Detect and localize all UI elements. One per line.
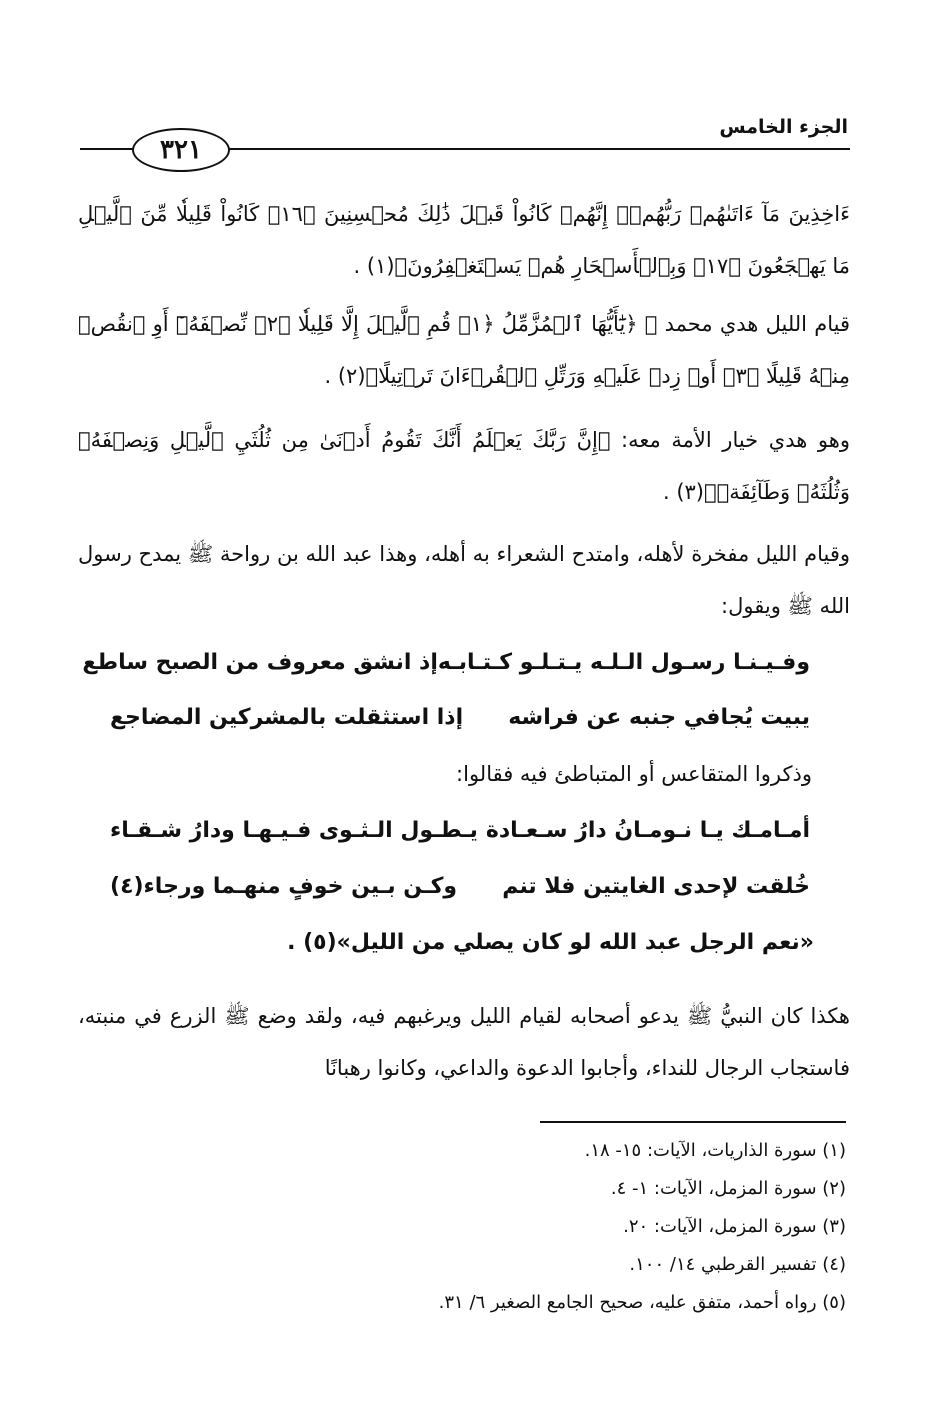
hadith-quote: «نعم الرجل عبد الله لو كان يصلي من الليل»(٥) .	[287, 930, 814, 955]
page-number: ٣٢١	[132, 128, 230, 172]
verse-hemistich-right: وفـيـنـا رسـول الـلـه يـتـلـو كـتـابـه	[437, 650, 810, 675]
poem-verse-3	[110, 818, 810, 843]
poem-verse-4	[110, 874, 810, 899]
verse-hemistich-right: أمـامـك يـا نـومـانُ دارُ سـعـادة	[485, 818, 810, 843]
paragraph-sluggard: وذكروا المتقاعس أو المتباطئ فيه فقالوا:	[456, 762, 812, 786]
verse-hemistich-left: يـطـول الـثـوى فـيـهـا ودارُ شـقـاء	[110, 818, 478, 843]
paragraph-quran-1: ءَاخِذِينَ مَآ ءَاتَىٰهُمۡ رَبُّهُمۡۚ إِنَّهُمۡ كَانُواْ قَبۡلَ ذَٰلِكَ مُحۡسِنِينَ ﴿١٦﴾ كَانُواْ قَلِيلٗا مِّنَ ٱلَّيۡلِ مَا يَهۡجَعُونَ ﴿١٧﴾ وَبِٱلۡأَسۡحَارِ هُمۡ يَسۡتَغۡفِرُونَ﴾(١) .	[78, 202, 850, 278]
footnote-separator	[540, 1121, 846, 1123]
poem-verse-2	[110, 705, 810, 730]
header-rule-right	[218, 148, 850, 150]
paragraph-qiyam-2: وهو هدي خيار الأمة معه: ﴿إِنَّ رَبَّكَ يَعۡلَمُ أَنَّكَ تَقُومُ أَدۡنَىٰ مِن ثُلُثَيِ ٱلَّيۡلِ وَنِصۡفَهُۥ وَثُلُثَهُۥ وَطَآئِفَةٞ﴾(٣) .	[78, 428, 850, 504]
verse-hemistich-left: إذا استثقلت بالمشركين المضاجع	[110, 705, 464, 730]
footnote-2: (٢) سورة المزمل، الآيات: ١- ٤.	[610, 1178, 846, 1199]
footnote-5: (٥) رواه أحمد، متفق عليه، صحيح الجامع الصغير ٦/ ٣١.	[438, 1292, 846, 1313]
paragraph-conclusion: هكذا كان النبيُّ ﷺ يدعو أصحابه لقيام الليل ويرغبهم فيه، ولقد وضع ﷺ الزرع في منبته، فاستجاب الرجال للنداء، وأجابوا الدعوة والداعي، وكانوا رهبانًا	[78, 1004, 850, 1080]
footnote-4: (٤) تفسير القرطبي ١٤/ ١٠٠.	[629, 1254, 846, 1275]
header-rule-left	[80, 148, 138, 150]
poem-verse-1	[82, 650, 810, 675]
paragraph-poets: وقيام الليل مفخرة لأهله، وامتدح الشعراء به أهله، وهذا عبد الله بن رواحة ﷺ يمدح رسول الله ﷺ ويقول:	[78, 542, 850, 618]
footnote-3: (٣) سورة المزمل، الآيات: ٢٠.	[623, 1216, 846, 1237]
verse-hemistich-left: وكـن بـين خوفٍ منهـما ورجاء(٤)	[110, 874, 458, 899]
verse-hemistich-right: خُلقت لإحدى الغايتين فلا تنم	[502, 874, 810, 899]
paragraph-qiyam-1: قيام الليل هدي محمد ﷺ ﴿يَٰٓأَيُّهَا ٱلۡمُزَّمِّلُ ﴿١﴾ قُمِ ٱلَّيۡلَ إِلَّا قَلِيلٗا ﴿٢﴾ نِّصۡفَهُۥٓ أَوِ ٱنقُصۡ مِنۡهُ قَلِيلًا ﴿٣﴾ أَوۡ زِدۡ عَلَيۡهِ وَرَتِّلِ ٱلۡقُرۡءَانَ تَرۡتِيلًا﴾(٢) .	[78, 312, 850, 388]
verse-hemistich-left: إذ انشق معروف من الصبح ساطع	[82, 650, 438, 675]
footnote-1: (١) سورة الذاريات، الآيات: ١٥- ١٨.	[584, 1140, 846, 1161]
verse-hemistich-right: يبيت يُجافي جنبه عن فراشه	[508, 705, 810, 730]
part-title: الجزء الخامس	[719, 116, 848, 138]
